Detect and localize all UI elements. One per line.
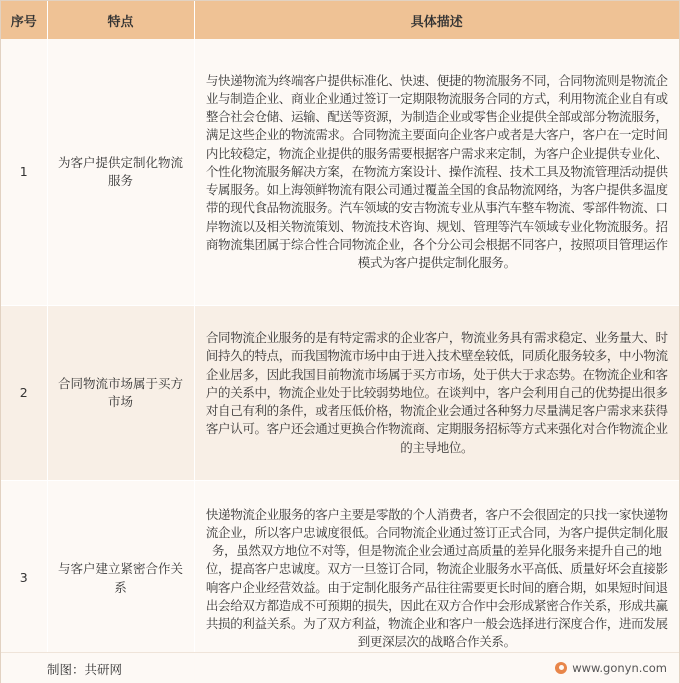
row-description: 合同物流企业服务的是有特定需求的企业客户，物流业务具有需求稳定、业务量大、时间持久的特点，而我国物流市场中由于进入技术壁垒较低，同质化服务较多，中小物流企业居多，因此我国目前物流市场属于买方市场，处于供大于求态势。在物流企业和客户的关系中，物流企业处于比较弱势地位。在谈判中，客户会利用自己的优势提出很多对自己有利的条件，或者压低价格，物流企业会通过各种努力尽量满足客户需求来获得客户认可。客户还会通过更换合作物流商、定期服务招标等方式来强化对合作物流企业的主导地位。	[194, 306, 679, 481]
watermark	[555, 661, 667, 675]
feature-table	[1, 1, 679, 677]
row-index: 3	[1, 481, 47, 677]
watermark-text: www.gonyn.com	[572, 661, 667, 675]
header-feature: 特点	[47, 1, 194, 39]
chart-credit: 制图：共研网	[47, 662, 123, 677]
row-index: 2	[1, 306, 47, 481]
header-index: 序号	[1, 1, 47, 39]
header-description: 具体描述	[194, 1, 679, 39]
row-feature: 合同物流市场属于买方市场	[47, 306, 194, 481]
table-header-row	[1, 1, 679, 39]
row-description: 快递物流企业服务的客户主要是零散的个人消费者，客户不会很固定的只找一家快递物流企业，所以客户忠诚度很低。合同物流企业通过签订正式合同，为客户提供定制化服务，虽然双方地位不对等，但是物流企业会通过高质量的差异化服务来提升自己的地位，提高客户忠诚度。双方一旦签订合同，物流企业服务水平高低、质量好坏会直接影响客户企业经营效益。由于定制化服务产品往往需要更长时间的磨合期，如果短时间退出会给双方都造成不可预期的损失，因此在双方合作中会形成紧密合作关系，形成共赢共损的利益关系。为了双方利益，物流企业和客户一般会选择进行深度合作，进而发展到更深层次的战略合作关系。	[194, 481, 679, 677]
row-feature: 与客户建立紧密合作关系	[47, 481, 194, 677]
footer	[1, 652, 679, 683]
row-description: 与快递物流为终端客户提供标准化、快速、便捷的物流服务不同，合同物流则是物流企业与制造企业、商业企业通过签订一定期限物流服务合同的方式，利用物流企业自有或整合社会仓储、运输、配送等资源，为制造企业或零售企业提供全部或部分物流服务，满足这些企业的物流需求。合同物流主要面向企业客户或者是大客户，客户在一定时间内比较稳定，物流企业提供的服务需要根据客户需求来定制，为客户企业提供专业化、个性化物流服务解决方案，在物流方案设计、操作流程、技术工具及物流管理活动提供专属服务。如上海领鲜物流有限公司通过覆盖全国的食品物流网络，为客户提供多温度带的现代食品物流服务。汽车领域的安吉物流专业从事汽车整车物流、零部件物流、口岸物流以及相关物流策划、物流技术咨询、规划、管理等汽车领域专业化物流服务。招商物流集团属于综合性合同物流企业，各个分公司会根据不同客户，按照项目管理运作模式为客户提供定制化服务。	[194, 39, 679, 306]
table-row	[1, 481, 679, 677]
table-row	[1, 39, 679, 306]
row-index: 1	[1, 39, 47, 306]
row-feature: 为客户提供定制化物流服务	[47, 39, 194, 306]
table-row	[1, 306, 679, 481]
gonyn-logo-icon	[555, 662, 567, 674]
